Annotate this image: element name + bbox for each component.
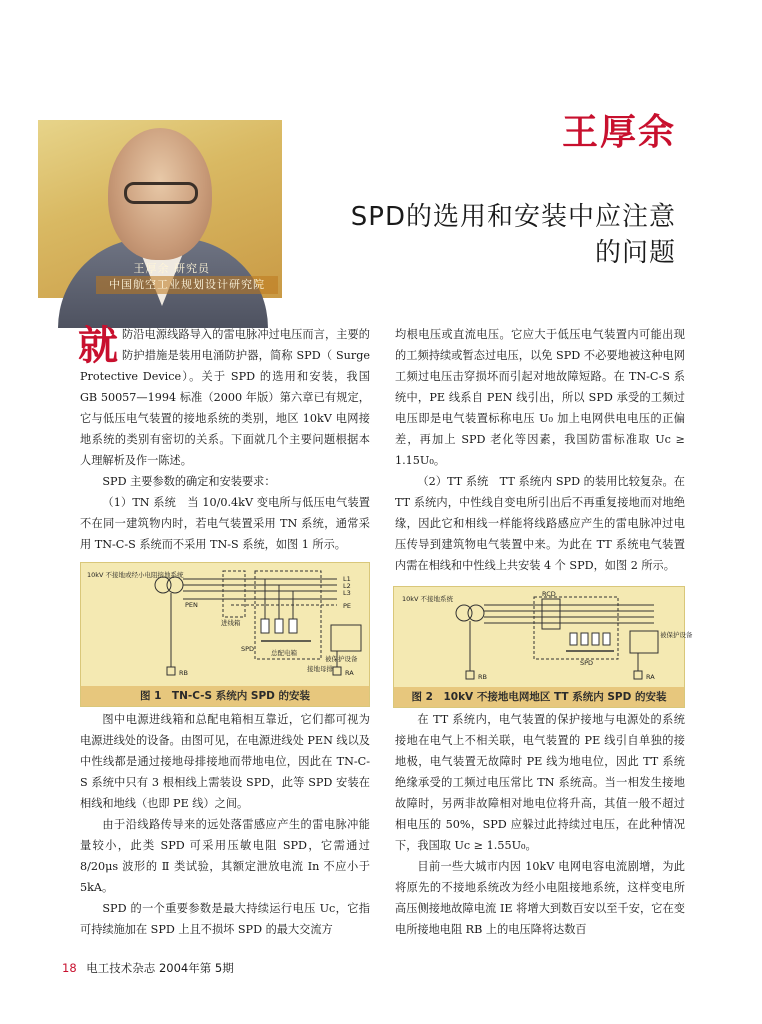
fig1-protected-device-label: 被保护设备 [325, 655, 358, 663]
fig2-rcd [542, 599, 560, 629]
figure-1-diagram [81, 563, 371, 688]
fig1-entry-box-label: 进线箱 [221, 619, 241, 627]
fig1-rb-electrode [167, 667, 175, 675]
fig2-ra-label: RA [646, 673, 655, 681]
fig1-pen-label: PEN [185, 601, 198, 609]
photo-glasses [124, 182, 198, 204]
fig1-l2-label: L2 [343, 582, 351, 590]
fig1-main-box-label: 总配电箱 [271, 649, 297, 657]
paragraph: 均根电压或直流电压。它应大于低压电气装置内可能出现的工频持续或暂态过电压，以免 SPD 不必要地被这种电网工频过电压击穿损坏而引起对地故障短路。在 TN-C-S 系统中，PE 线系自 PEN 线引出，所以 SPD 承受的工频过电压即是电气装置标称电压 U₀ 加上电网供电电压的正偏差，再加上 SPD 老化等因素，我国防雷标准取 Uc ≥ 1.15U₀。 [395, 328, 685, 467]
author-photo [38, 120, 282, 298]
dropcap: 就 [78, 323, 118, 369]
photo-caption-org: 中国航空工业规划设计研究院 [96, 276, 278, 294]
paragraph: （2）TT 系统 TT 系统内 SPD 的装用比较复杂。在 TT 系统内，中性线自变电所引出后不再重复接地而对地绝缘，因此它和相线一样能将线路感应产生的雷电脉冲过电压传导到建筑物电气装置中来。为此在 TT 系统电气装置内需在相线和中性线上共安装 4 个 SPD，如图 2 所示。 [395, 475, 685, 572]
fig1-spd-2 [275, 619, 283, 633]
fig2-rcd-label: RCD [542, 590, 556, 598]
fig1-entry-box [223, 571, 245, 617]
fig2-spd-3 [592, 633, 599, 645]
fig1-spd-label: SPD [241, 645, 255, 653]
fig1-bonding-label: 接地母排 [307, 665, 333, 673]
left-column-upper [80, 324, 370, 560]
paragraph: 图中电源进线箱和总配电箱相互靠近，它们都可视为电源进线处的设备。由图可见，在电源进线处 PEN 线以及中性线都是通过接地母排接地而带地电位，因此在 TN-C-S 系统中只有 3 根相线上需装设 SPD，此等 SPD 安装在相线和地线（也即 PE 线）之间。 [80, 713, 370, 810]
fig2-transformer-primary [456, 605, 472, 621]
paragraph: （1）TN 系统 当 10/0.4kV 变电所与低压电气装置不在同一建筑物内时，若电气装置采用 TN 系统，通常采用 TN-C-S 系统而不采用 TN-S 系统，如图 1 所示。 [80, 496, 370, 551]
page-number: 18 [62, 961, 77, 975]
paragraph: 由于沿线路传导来的远处落雷感应产生的雷电脉冲能量较小，此类 SPD 可采用压敏电阻 SPD，它需通过 8/20μs 波形的 Ⅱ 类试验，其额定泄放电流 In 不应小于 5kA。 [80, 818, 370, 894]
paragraph-text: 防沿电源线路导入的雷电脉冲过电压而言，主要的防护措施是装用电涌防护器，简称 SPD（ Surge Protective Device）。关于 SPD 的选用和安装，我国 GB 50057—1994 标准（2000 年版）第六章已有规定，它与低压电气装置的接地系统的类别，地区 10kV 电网接地系统的类别有密切的关系。下面就几个主要问题根据本人理解析及作一陈述。 [80, 328, 370, 467]
figure-2 [393, 586, 693, 708]
article-title-line2: 的问题 [594, 238, 676, 268]
fig2-grid-label: 10kV 不接地系统 [402, 595, 454, 603]
paragraph: SPD 的一个重要参数是最大持续运行电压 Uc，它指可持续施加在 SPD 上且不损坏 SPD 的最大交流方 [80, 902, 370, 936]
fig2-distribution-box [534, 597, 618, 659]
figure-2-diagram [394, 587, 693, 689]
figure-2-caption: 图 2 10kV 不接地电网地区 TT 系统内 SPD 的安装 [394, 687, 684, 707]
figure-1-caption: 图 1 TN-C-S 系统内 SPD 的安装 [81, 686, 369, 706]
fig1-ra-electrode [333, 667, 341, 675]
fig2-spd-1 [570, 633, 577, 645]
journal-issue: 2004年第 5期 [158, 961, 234, 975]
photo-caption-name: 王厚余 研究员 [133, 262, 210, 275]
journal-name: 电工技术杂志 [86, 961, 156, 975]
fig2-transformer-secondary [468, 605, 484, 621]
paragraph: 在 TT 系统内，电气装置的保护接地与电源处的系统接地在电气上不相关联，电气装置的 PE 线引自单独的接地极，电气装置无故障时 PE 线为地电位，因此 TT 系统绝缘承受的工频过电压常比 TN 系统高。当一相发生接地故障时，另两非故障相对地电位将升高，其值一般不超过相电压的 50%，SPD 应躲过此持续过电压，在此种情况下，我国取 Uc ≥ 1.55U₀。 [395, 713, 685, 852]
paragraph: SPD 主要参数的确定和安装要求： [102, 475, 276, 488]
paragraph: 目前一些大城市内因 10kV 电网电容电流剧增，为此将原先的不接地系统改为经小电阻接地系统，这样变电所高压侧接地故障电流 IE 将增大到数百安以至千安，它在变电所接地电阻 RB 上的电压降将达数百 [395, 860, 685, 936]
fig1-grid-label: 10kV 不接地或经小电阻接地系统 [87, 571, 184, 579]
fig1-l1-label: L1 [343, 575, 351, 583]
figure-1 [80, 562, 370, 707]
fig2-protected-device [630, 631, 658, 653]
fig2-rb-label: RB [478, 673, 487, 681]
page-footer [62, 960, 234, 976]
fig2-ra-electrode [634, 671, 642, 679]
fig1-spd-1 [261, 619, 269, 633]
fig2-rb-electrode [466, 671, 474, 679]
fig2-spd-2 [581, 633, 588, 645]
right-column-lower [395, 709, 685, 936]
left-column-lower [80, 709, 370, 936]
fig2-protected-device-label: 被保护设备 [660, 631, 693, 639]
fig2-spd-4 [603, 633, 610, 645]
fig1-transformer-secondary [167, 577, 183, 593]
author-name: 王厚余 [561, 112, 676, 153]
fig1-l3-label: L3 [343, 589, 351, 597]
right-column-upper [395, 324, 685, 576]
fig1-transformer-primary [155, 577, 171, 593]
paragraph [80, 324, 370, 471]
article-title-line1: SPD的选用和安装中应注意 [350, 202, 676, 232]
fig2-spd-label: SPD [580, 659, 594, 667]
fig1-ra-label: RA [345, 669, 354, 677]
fig1-protected-device [331, 625, 361, 651]
fig1-pe-label: PE [343, 602, 352, 610]
fig1-spd-3 [289, 619, 297, 633]
fig1-rb-label: RB [179, 669, 188, 677]
